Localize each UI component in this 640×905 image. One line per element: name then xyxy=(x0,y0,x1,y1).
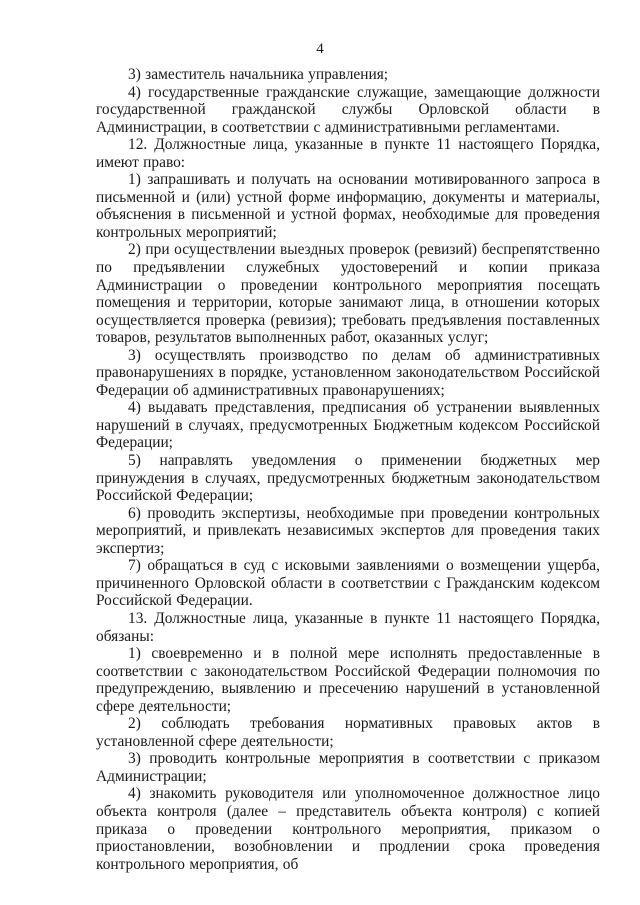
paragraph: 4) государственные гражданские служащие, замещающие должности государственной гражданской службы Орловской области в Администрации, в соответствии с административными регламентами. xyxy=(96,83,600,136)
page-number: 4 xyxy=(316,41,324,57)
paragraph: 1) своевременно и в полной мере исполнять предоставленные в соответствии с законодательством Российской Федерации полномочия по предупреждению, выявлению и пресечению нарушений в установленной сфере деятельности; xyxy=(96,645,600,715)
paragraph: 5) направлять уведомления о применении бюджетных мер принуждения в случаях, предусмотренных бюджетным законодательством Российской Федерации; xyxy=(96,452,600,505)
paragraph: 4) знакомить руководителя или уполномоченное должностное лицо объекта контроля (далее – представитель объекта контроля) с копией приказа о проведении контрольного мероприятия, приказом о приостановлении, возобновлении и продлении срока проведения контрольного мероприятия, об xyxy=(96,785,600,873)
paragraph: 3) осуществлять производство по делам об административных правонарушениях в порядке, установленном законодательством Российской Федерации об административных правонарушениях; xyxy=(96,346,600,399)
paragraph: 2) при осуществлении выездных проверок (ревизий) беспрепятственно по предъявлении служебных удостоверений и копии приказа Администрации о проведении контрольного мероприятия посещать помещения и территории, которые занимают лица, в отношении которых осуществляется проверка (ревизия); требовать предъявления поставленных товаров, результатов выполненных работ, оказанных услуг; xyxy=(96,241,600,347)
paragraph: 3) заместитель начальника управления; xyxy=(128,66,389,83)
document-body xyxy=(96,66,600,873)
paragraph: 12. Должностные лица, указанные в пункте 11 настоящего Порядка, имеют право: xyxy=(96,136,600,171)
paragraph: 3) проводить контрольные мероприятия в соответствии с приказом Администрации; xyxy=(96,750,600,785)
paragraph: 4) выдавать представления, предписания об устранении выявленных нарушений в случаях, предусмотренных Бюджетным кодексом Российской Федерации; xyxy=(96,399,600,452)
paragraph: 6) проводить экспертизы, необходимые при проведении контрольных мероприятий, и привлекать независимых экспертов для проведения таких экспертиз; xyxy=(96,504,600,557)
paragraph: 1) запрашивать и получать на основании мотивированного запроса в письменной и (или) устной форме информацию, документы и материалы, объяснения в письменной и устной формах, необходимые для проведения контрольных мероприятий; xyxy=(96,171,600,241)
paragraph: 13. Должностные лица, указанные в пункте 11 настоящего Порядка, обязаны: xyxy=(96,609,600,645)
paragraph: 2) соблюдать требования нормативных правовых актов в установленной сфере деятельности; xyxy=(96,715,600,750)
paragraph: 7) обращаться в суд с исковыми заявлениями о возмещении ущерба, причиненного Орловской области в соответствии с Гражданским кодексом Российской Федерации. xyxy=(96,557,600,610)
